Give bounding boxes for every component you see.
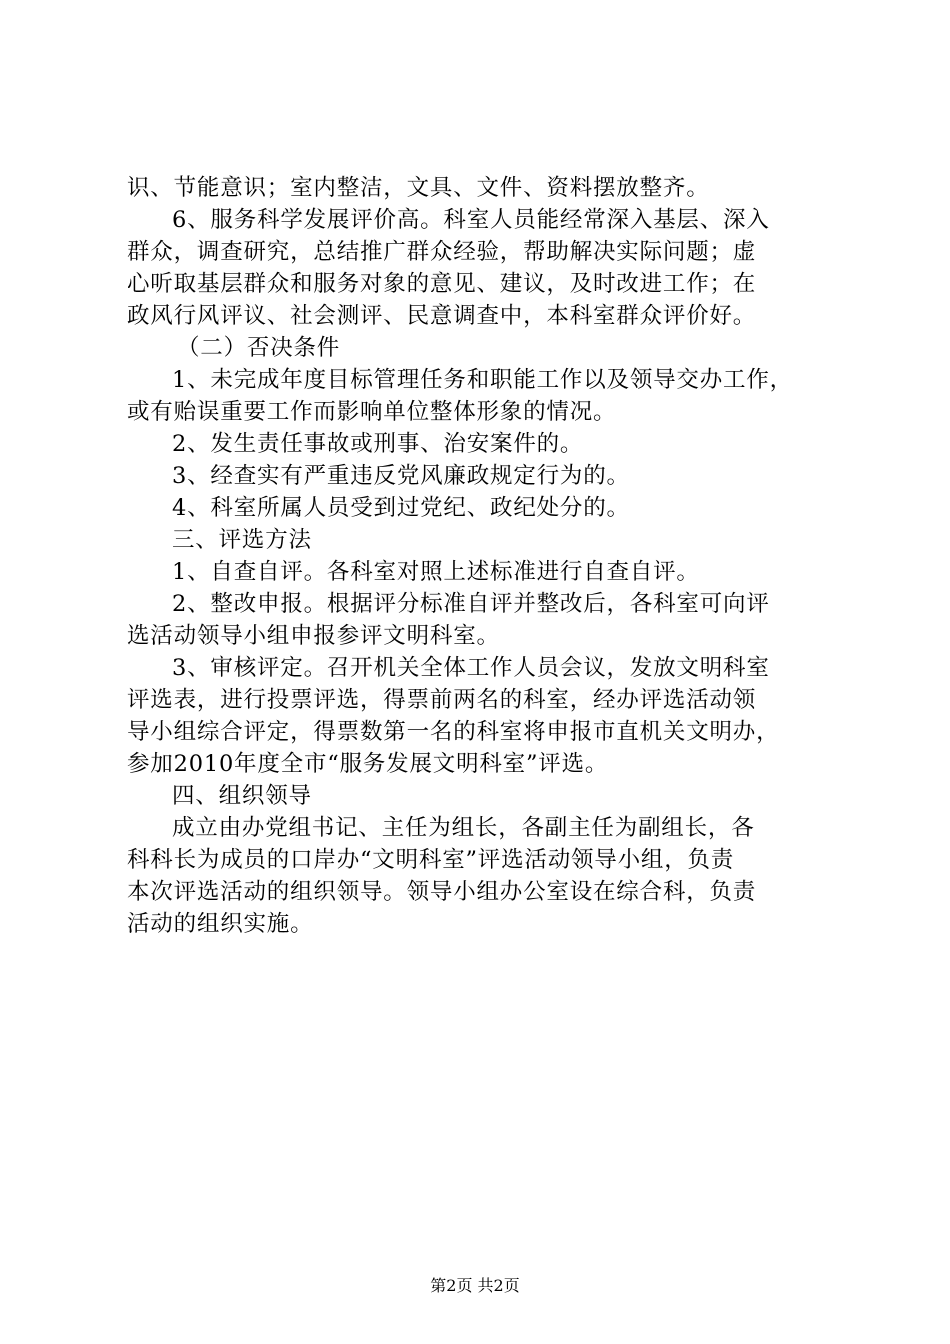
- text-line: 2、发生责任事故或刑事、治安案件的。: [172, 431, 584, 457]
- text-line: 4、科室所属人员受到过党纪、政纪处分的。: [172, 495, 630, 521]
- text-line: 3、审核评定。召开机关全体工作人员会议，发放文明科室: [172, 655, 770, 681]
- text-line: 活动的组织实施。: [127, 911, 314, 937]
- text-line: 四、组织领导: [172, 783, 312, 809]
- page-number: 第2页 共2页: [430, 1276, 520, 1295]
- document-body: [127, 172, 832, 940]
- text-line: 1、未完成年度目标管理任务和职能工作以及领导交办工作，: [172, 367, 793, 393]
- text-line: 评选表，进行投票评选，得票前两名的科室，经办评选活动领: [127, 687, 757, 713]
- text-line: 群众，调查研究，总结推广群众经验，帮助解决实际问题；虚: [127, 239, 757, 265]
- text-line: 识、节能意识；室内整洁，文具、文件、资料摆放整齐。: [127, 175, 710, 201]
- text-line: 科科长为成员的口岸办“文明科室”评选活动领导小组，负责: [127, 847, 735, 873]
- text-line: 三、评选方法: [172, 527, 312, 553]
- text-line: 政风行风评议、社会测评、民意调查中，本科室群众评价好。: [127, 303, 757, 329]
- text-line: 或有贻误重要工作而影响单位整体形象的情况。: [127, 399, 617, 425]
- text-line: 成立由办党组书记、主任为组长，各副主任为副组长，各: [172, 815, 755, 841]
- text-line: 导小组综合评定，得票数第一名的科室将申报市直机关文明办，: [127, 719, 780, 745]
- text-line: 参加2010年度全市“服务发展文明科室”评选。: [127, 751, 609, 777]
- text-line: 心听取基层群众和服务对象的意见、建议，及时改进工作；在: [127, 271, 757, 297]
- text-line: 2、整改申报。根据评分标准自评并整改后，各科室可向评: [172, 591, 770, 617]
- text-line: 3、经查实有严重违反党风廉政规定行为的。: [172, 463, 630, 489]
- text-line: 选活动领导小组申报参评文明科室。: [127, 623, 500, 649]
- page-footer: [0, 1276, 950, 1296]
- text-line: 本次评选活动的组织领导。领导小组办公室设在综合科，负责: [127, 879, 757, 905]
- text-line: 6、服务科学发展评价高。科室人员能经常深入基层、深入: [172, 207, 770, 233]
- text-line: （二）否决条件: [177, 335, 341, 361]
- text-line: 1、自查自评。各科室对照上述标准进行自查自评。: [172, 559, 700, 585]
